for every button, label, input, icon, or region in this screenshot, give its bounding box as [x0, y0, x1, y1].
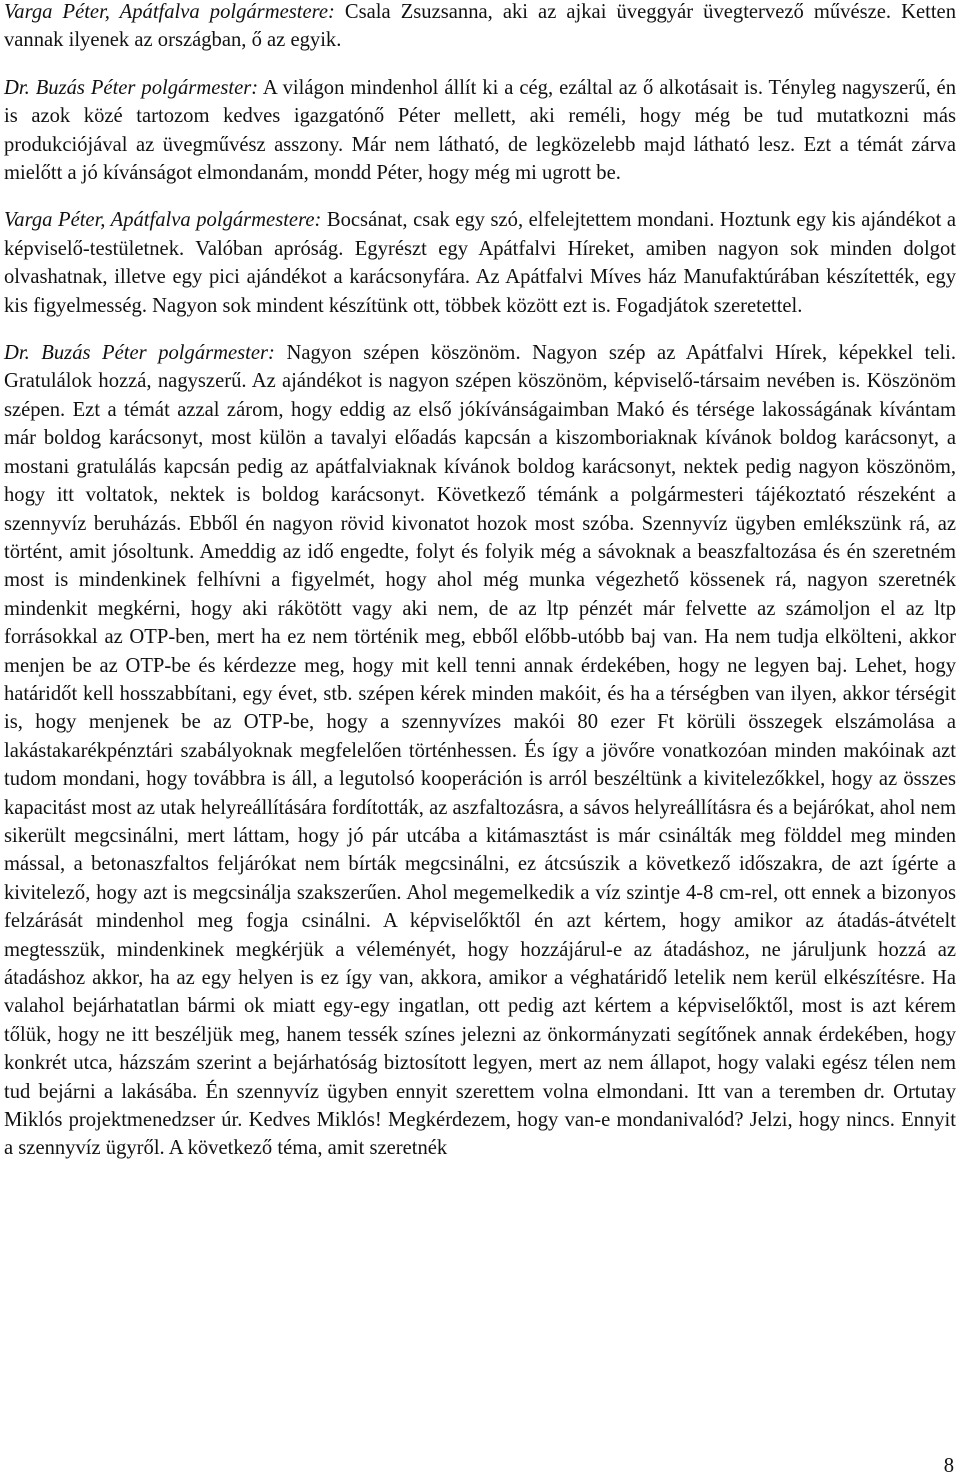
paragraph-text: A világon mindenhol állít ki a cég, ezáltal az ő alkotásait is. Tényleg nagyszerű, én is azok közé tartozom kedves igazgatónő Péter mellett, aki reméli, hogy még be tud mutatkozni más produkciójával az üvegművész asszony. Már nem látható, de legközelebb majd látható lesz. Ezt a témát zárva mielőtt a jó kívánságot elmondanám, mondd Péter, hogy még mi ugrott be.	[4, 76, 956, 185]
page-number: 8	[943, 1455, 954, 1477]
speaker-name: Dr. Buzás Péter polgármester:	[4, 342, 275, 365]
paragraph-text: Csala Zsuzsanna, aki az ajkai üveggyár üvegtervező művésze. Ketten vannak ilyenek az országban, ő az egyik.	[4, 1, 956, 52]
paragraph-4	[4, 339, 956, 1163]
paragraph-text: Bocsánat, csak egy szó, elfelejtettem mondani. Hoztunk egy kis ajándékot a képviselő-testületnek. Valóban apróság. Egyrészt egy Apátfalvi Híreket, amiben nagyon sok minden dolgot olvashatnak, illetve egy pici ajándékot a karácsonyfára. Az Apátfalvi Míves ház Manufaktúrában készítették, egy kis figyelmesség. Nagyon sok mindent készítünk ott, többek között ezt is. Fogadjátok szeretettel.	[4, 209, 956, 317]
speaker-name: Varga Péter, Apátfalva polgármestere:	[4, 209, 322, 232]
paragraph-2	[4, 74, 956, 188]
paragraph-1	[4, 0, 956, 55]
paragraph-text: Nagyon szépen köszönöm. Nagyon szép az Apátfalvi Hírek, képekkel teli. Gratulálok hozzá, nagyszerű. Az ajándékot is nagyon szépen köszönöm, képviselő-társaim nevében is. Köszönöm szépen. Ezt a témát azzal zárom, hogy eddig az első jókívánságaimban Makó és térsége lakosságának kívántam már boldog karácsonyt, most külön a tavalyi előadás kapcsán a kiszomboriaknak kívánok boldog karácsonyt, a mostani gratulálás kapcsán pedig az apátfalviaknak kívánok boldog karácsonyt, nektek pedig nagyon köszönöm, hogy itt voltatok, nektek is boldog karácsonyt. Következő témánk a polgármesteri tájékoztató részeként a szennyvíz beruházás. Ebből én nagyon rövid kivonatot hozok most szóba. Szennyvíz ügyben emlékszünk rá, az történt, amit jósoltunk. Ameddig az idő engedte, folyt és folyik még a sávoknak a beaszfaltozása és én szeretném most is mindenkinek felhívni a figyelmét, hogy ahol még munka végezhető kössenek rá, nagyon szeretnék mindenkit megkérni, hogy aki rákötött vagy aki nem, de az ltp pénzét már felvette az számoljon el az ltp forrásokkal az OTP-ben, mert ha ez nem történik meg, ebből előbb-utóbb baj van. Ha nem tudja elkölteni, akkor menjen be az OTP-be és kérdezze meg, hogy mit kell tenni annak érdekében, hogy ne legyen baj. Lehet, hogy határidőt kell hosszabbítani, egy évet, stb. szépen kérek minden makóit, és ha a térségben van ilyen, akkor térségit is, hogy menjenek be az OTP-be, hogy a szennyvízes makói 80 ezer Ft körüli összegek elszámolása a lakástakarékpénztári szabályoknak megfelelően történhessen. És így a jövőre vonatkozóan minden makóinak azt tudom mondani, hogy továbbra is áll, a legutolsó kooperáción is arról beszéltünk a kivitelezőkkel, hogy az összes kapacitást most az utak helyreállítására fordították, az aszfaltozásra, a sávos helyreállításra és a bejárókat, ahol nem sikerült megcsinálni, mert láttam, hogy jó pár utcába a kitámasztást is már csinálták meg földdel meg minden mással, a betonaszfaltos feljárókat nem bírták megcsinálni, ez átcsúszik a következő időszakra, de azt ígérte a kivitelező, hogy azt is megcsinálja szakszerűen. Ahol megemelkedik a víz szintje 4-8 cm-rel, ott ennek a bizonyos felzárását mindenhol meg fogja csinálni. A képviselőktől én azt kértem, hogy amikor az átadás-átvételt megtesszük, mindenkinek megkérjük a véleményét, hogy hozzájárul-e az átadáshoz, ne járuljunk hozzá az átadáshoz akkor, ha az egy helyen is ez így van, akkora, amikor a véghatáridő letelik nem kerül elkészítésre. Ha valahol bejárhatatlan bármi ok miatt egy-egy ingatlan, ott pedig azt kértem a képviselőktől, most is azt kérem tőlük, hogy ne itt beszéljük meg, hanem tessék színes jelezni az önkormányzati segítőnek annak érdekében, hogy konkrét utca, házszám szerint a bejárhatóság biztosított legyen, mert az nem állapot, hogy valaki egész télen nem tud bejárni a lakásába. Én szennyvíz ügyben ennyit szerettem volna elmondani. Itt van a teremben dr. Ortutay Miklós projektmenedzser úr. Kedves Miklós! Megkérdezem, hogy van-e mondanivalód? Jelzi, hogy nincs. Ennyit a szennyvíz ügyről. A következő téma, amit szeretnék	[4, 342, 956, 1160]
speaker-name: Dr. Buzás Péter polgármester:	[4, 76, 259, 99]
speaker-name: Varga Péter, Apátfalva polgármestere:	[4, 1, 335, 23]
paragraph-3	[4, 206, 956, 320]
